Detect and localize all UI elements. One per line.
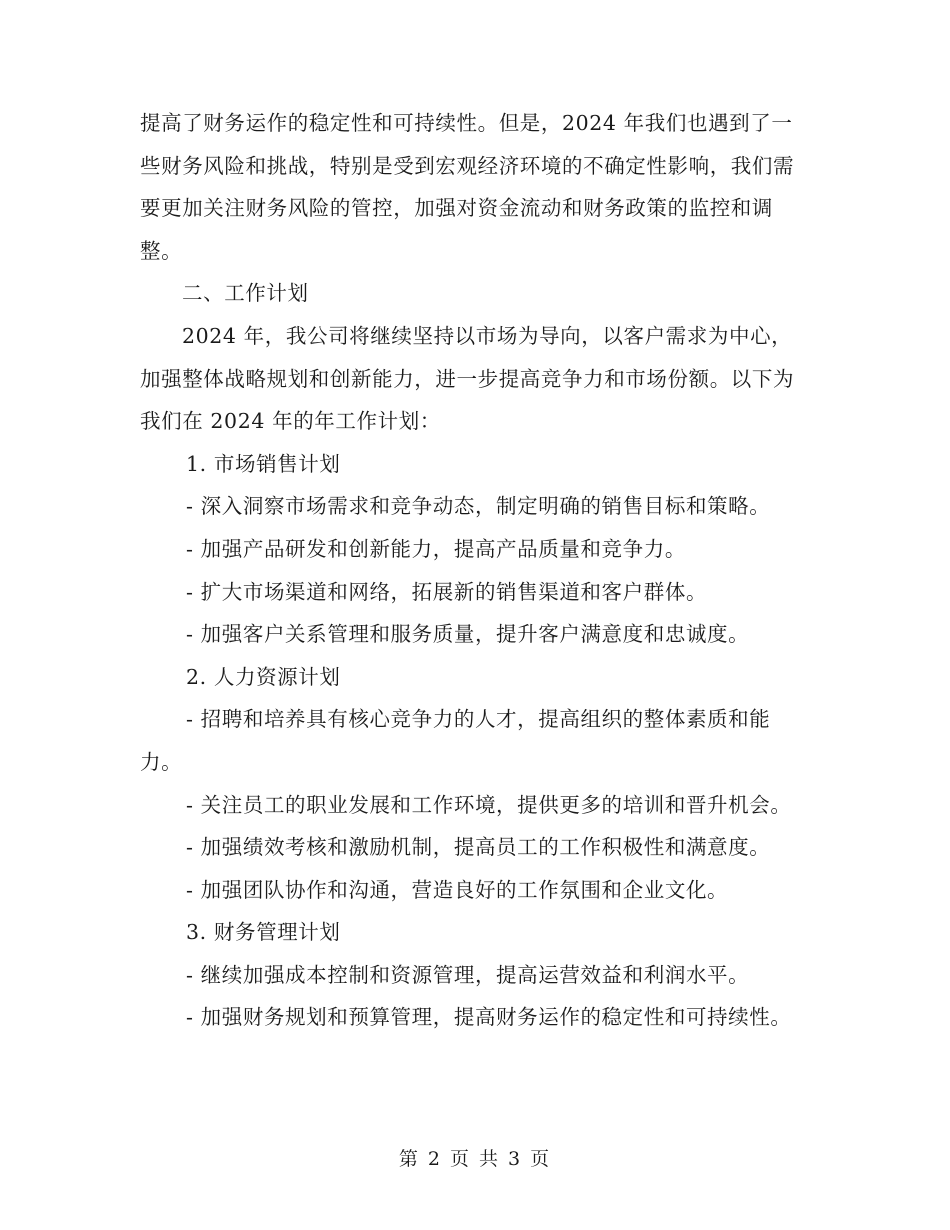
list-item: - 加强财务规划和预算管理，提高财务运作的稳定性和可持续性。 (186, 1005, 792, 1030)
subheading-human-resources: 2. 人力资源计划 (186, 664, 341, 689)
page-number-footer: 第 2 页 共 3 页 (398, 1148, 552, 1170)
list-item: - 加强产品研发和创新能力，提高产品质量和竞争力。 (186, 536, 686, 561)
list-item: - 招聘和培养具有核心竞争力的人才，提高组织的整体素质和能力。 (140, 707, 771, 774)
paragraph-financial-stability: 提高了财务运作的稳定性和可持续性。但是，2024 年我们也遇到了一些财务风险和挑战，特别是受到宏观经济环境的不确定性影响，我们需要更加关注财务风险的管控，加强对资金流动和财务政策的监控和调整。 (140, 111, 795, 263)
section-heading-work-plan: 二、工作计划 (182, 281, 309, 306)
list-item: - 关注员工的职业发展和工作环境，提供更多的培训和晋升机会。 (186, 792, 792, 817)
list-item: - 扩大市场渠道和网络，拓展新的销售渠道和客户群体。 (186, 579, 708, 604)
paragraph-plan-intro: 2024 年，我公司将继续坚持以市场为导向，以客户需求为中心，加强整体战略规划和创新能力，进一步提高竞争力和市场份额。以下为我们在 2024 年的年工作计划： (140, 323, 795, 434)
list-item: - 加强团队协作和沟通，营造良好的工作氛围和企业文化。 (186, 877, 729, 902)
list-item: - 继续加强成本控制和资源管理，提高运营效益和利润水平。 (186, 962, 750, 987)
document-body (140, 102, 810, 1039)
list-item: - 深入洞察市场需求和竞争动态，制定明确的销售目标和策略。 (186, 494, 771, 519)
list-item: - 加强绩效考核和激励机制，提高员工的工作积极性和满意度。 (186, 835, 771, 860)
subheading-market-sales: 1. 市场销售计划 (186, 451, 341, 476)
subheading-financial-management: 3. 财务管理计划 (186, 920, 341, 945)
list-item: - 加强客户关系管理和服务质量，提升客户满意度和忠诚度。 (186, 622, 750, 647)
